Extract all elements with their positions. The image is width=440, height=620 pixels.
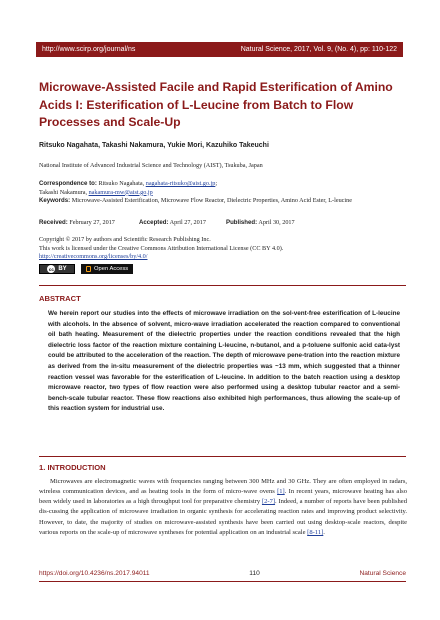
open-access-label: Open Access — [94, 266, 129, 272]
intro-text-1: Microwaves are electromagnetic waves with frequencies ranging between 300 MHz and 30 GHz. They are often employed in radars, wireless communication devices, and as heating tools in the form of micro-wave ovens — [39, 478, 407, 496]
paper-title: Microwave-Assisted Facile and Rapid Esterification of Amino Acids I: Esterification of L-Leucine from Batch to Flow Processes and Scale-Up — [39, 80, 393, 129]
open-access-badge[interactable] — [81, 264, 133, 274]
open-lock-icon — [86, 266, 91, 272]
received-date — [39, 219, 139, 226]
cc-icon: cc — [48, 266, 54, 272]
citation-ref-1[interactable]: [1] — [277, 488, 285, 496]
published-label: Published: — [226, 219, 258, 226]
accepted-date — [139, 219, 226, 226]
abstract-text: We herein report our studies into the effects of microwave irradiation on the sol-vent-free esterification of L-leucine with alcohols. In the absence of solvent, micro-wave irradiation accelerated the reaction compared to conventional oil bath heating. Measurement of the dielectric properties under the reaction conditions revealed that the high dielectric loss factor of the reaction mixture containing L-leucine, n-butanol, and a p-toluene sulfonic acid cata-lyst could be attributed to the acceleration of the reaction. The depth of microwave pene-tration into the reaction mixture as derived from the in-situ measurement of the dielectric properties was ~13 mm, which suggested that a thinner reaction vessel was favorable for the esterification of L-leucine. In addition to the batch reaction using a desktop microwave reactor, two types of flow reaction were also performed using a desktop tubular reactor and a semi-bench-scale tubular reactor. These flow reactions also exhibited high performances, thus allowing the scale-up of this reaction system for industrial use. — [48, 310, 400, 413]
intro-text-4: . — [323, 528, 325, 536]
published-date — [226, 219, 295, 226]
license-line: This work is licensed under the Creative Commons Attribution International License (CC BY 4.0). — [39, 244, 284, 252]
section-divider — [39, 456, 406, 457]
doi-link[interactable]: https://doi.org/10.4236/ns.2017.94011 — [39, 570, 150, 577]
author-list: Ritsuko Nagahata, Takashi Nakamura, Yukie Mori, Kazuhiko Takeuchi — [39, 142, 269, 149]
journal-header-bar — [36, 42, 403, 57]
correspondence-name-2: Takashi Nakamura, — [39, 188, 89, 196]
copyright-line: Copyright © 2017 by authors and Scientific Research Publishing Inc. — [39, 236, 211, 243]
correspondence-separator: ; — [215, 180, 218, 187]
introduction-heading: 1. INTRODUCTION — [39, 463, 106, 472]
license-badges — [39, 264, 133, 274]
footer-journal-name: Natural Science — [359, 570, 406, 577]
correspondence-label: Correspondence to: — [39, 180, 97, 187]
introduction-paragraph — [39, 477, 407, 538]
page-footer — [39, 570, 406, 577]
correspondence-name-1: Ritsuko Nagahata, — [96, 180, 146, 187]
citation-ref-2-7[interactable]: [2-7] — [261, 498, 276, 506]
intro-text-2: . In recent years, microwave heating has also been widely used in laboratories as a high throughput tool for preparative chemistry — [39, 488, 407, 506]
intro-text-3: . Indeed, a number of reports have been published dis-cussing the application of microwave irradiation in organic synthesis for accelerating reaction rates and improving product selectivity. However, to date, the majority of studies on microwave-assisted synthesis have been carried out using desktop-scale reactors, despite various reports on the scale-up of microwave syntheses for potential application on an industrial scale — [39, 498, 407, 536]
page-number: 110 — [249, 570, 260, 577]
cc-by-label: BY — [58, 266, 67, 272]
published-value: April 30, 2017 — [257, 219, 295, 226]
email-link-2[interactable]: nakamura-mw@aist.go.jp — [88, 188, 153, 196]
abstract-heading: ABSTRACT — [39, 294, 81, 303]
keywords-text: Microwave-Assisted Esterification, Microwave Flow Reactor, Dielectric Properties, Amino Acid Ester, L-leucine — [70, 197, 352, 205]
journal-url-link[interactable]: http://www.scirp.org/journal/ns — [42, 46, 136, 53]
section-divider — [39, 285, 406, 286]
keywords-label: Keywords: — [39, 197, 71, 205]
affiliation: National Institute of Advanced Industrial Science and Technology (AIST), Tsukuba, Japan — [39, 162, 263, 169]
received-value: February 27, 2017 — [67, 219, 115, 226]
email-link-1[interactable]: nagahata-ritsuko@aist.go.jp — [145, 180, 216, 187]
footer-divider — [39, 581, 406, 582]
correspondence-block — [39, 180, 409, 206]
accepted-value: April 27, 2017 — [168, 219, 206, 226]
citation-ref-8-11[interactable]: [8-11] — [307, 528, 324, 536]
cc-by-badge[interactable] — [39, 264, 75, 274]
accepted-label: Accepted: — [139, 219, 169, 226]
journal-citation: Natural Science, 2017, Vol. 9, (No. 4), pp: 110-122 — [240, 46, 397, 53]
copyright-block — [39, 236, 409, 262]
license-url-link[interactable]: http://creativecommons.org/licenses/by/4.0/ — [39, 253, 148, 261]
received-label: Received: — [39, 219, 68, 226]
publication-dates — [39, 219, 409, 226]
